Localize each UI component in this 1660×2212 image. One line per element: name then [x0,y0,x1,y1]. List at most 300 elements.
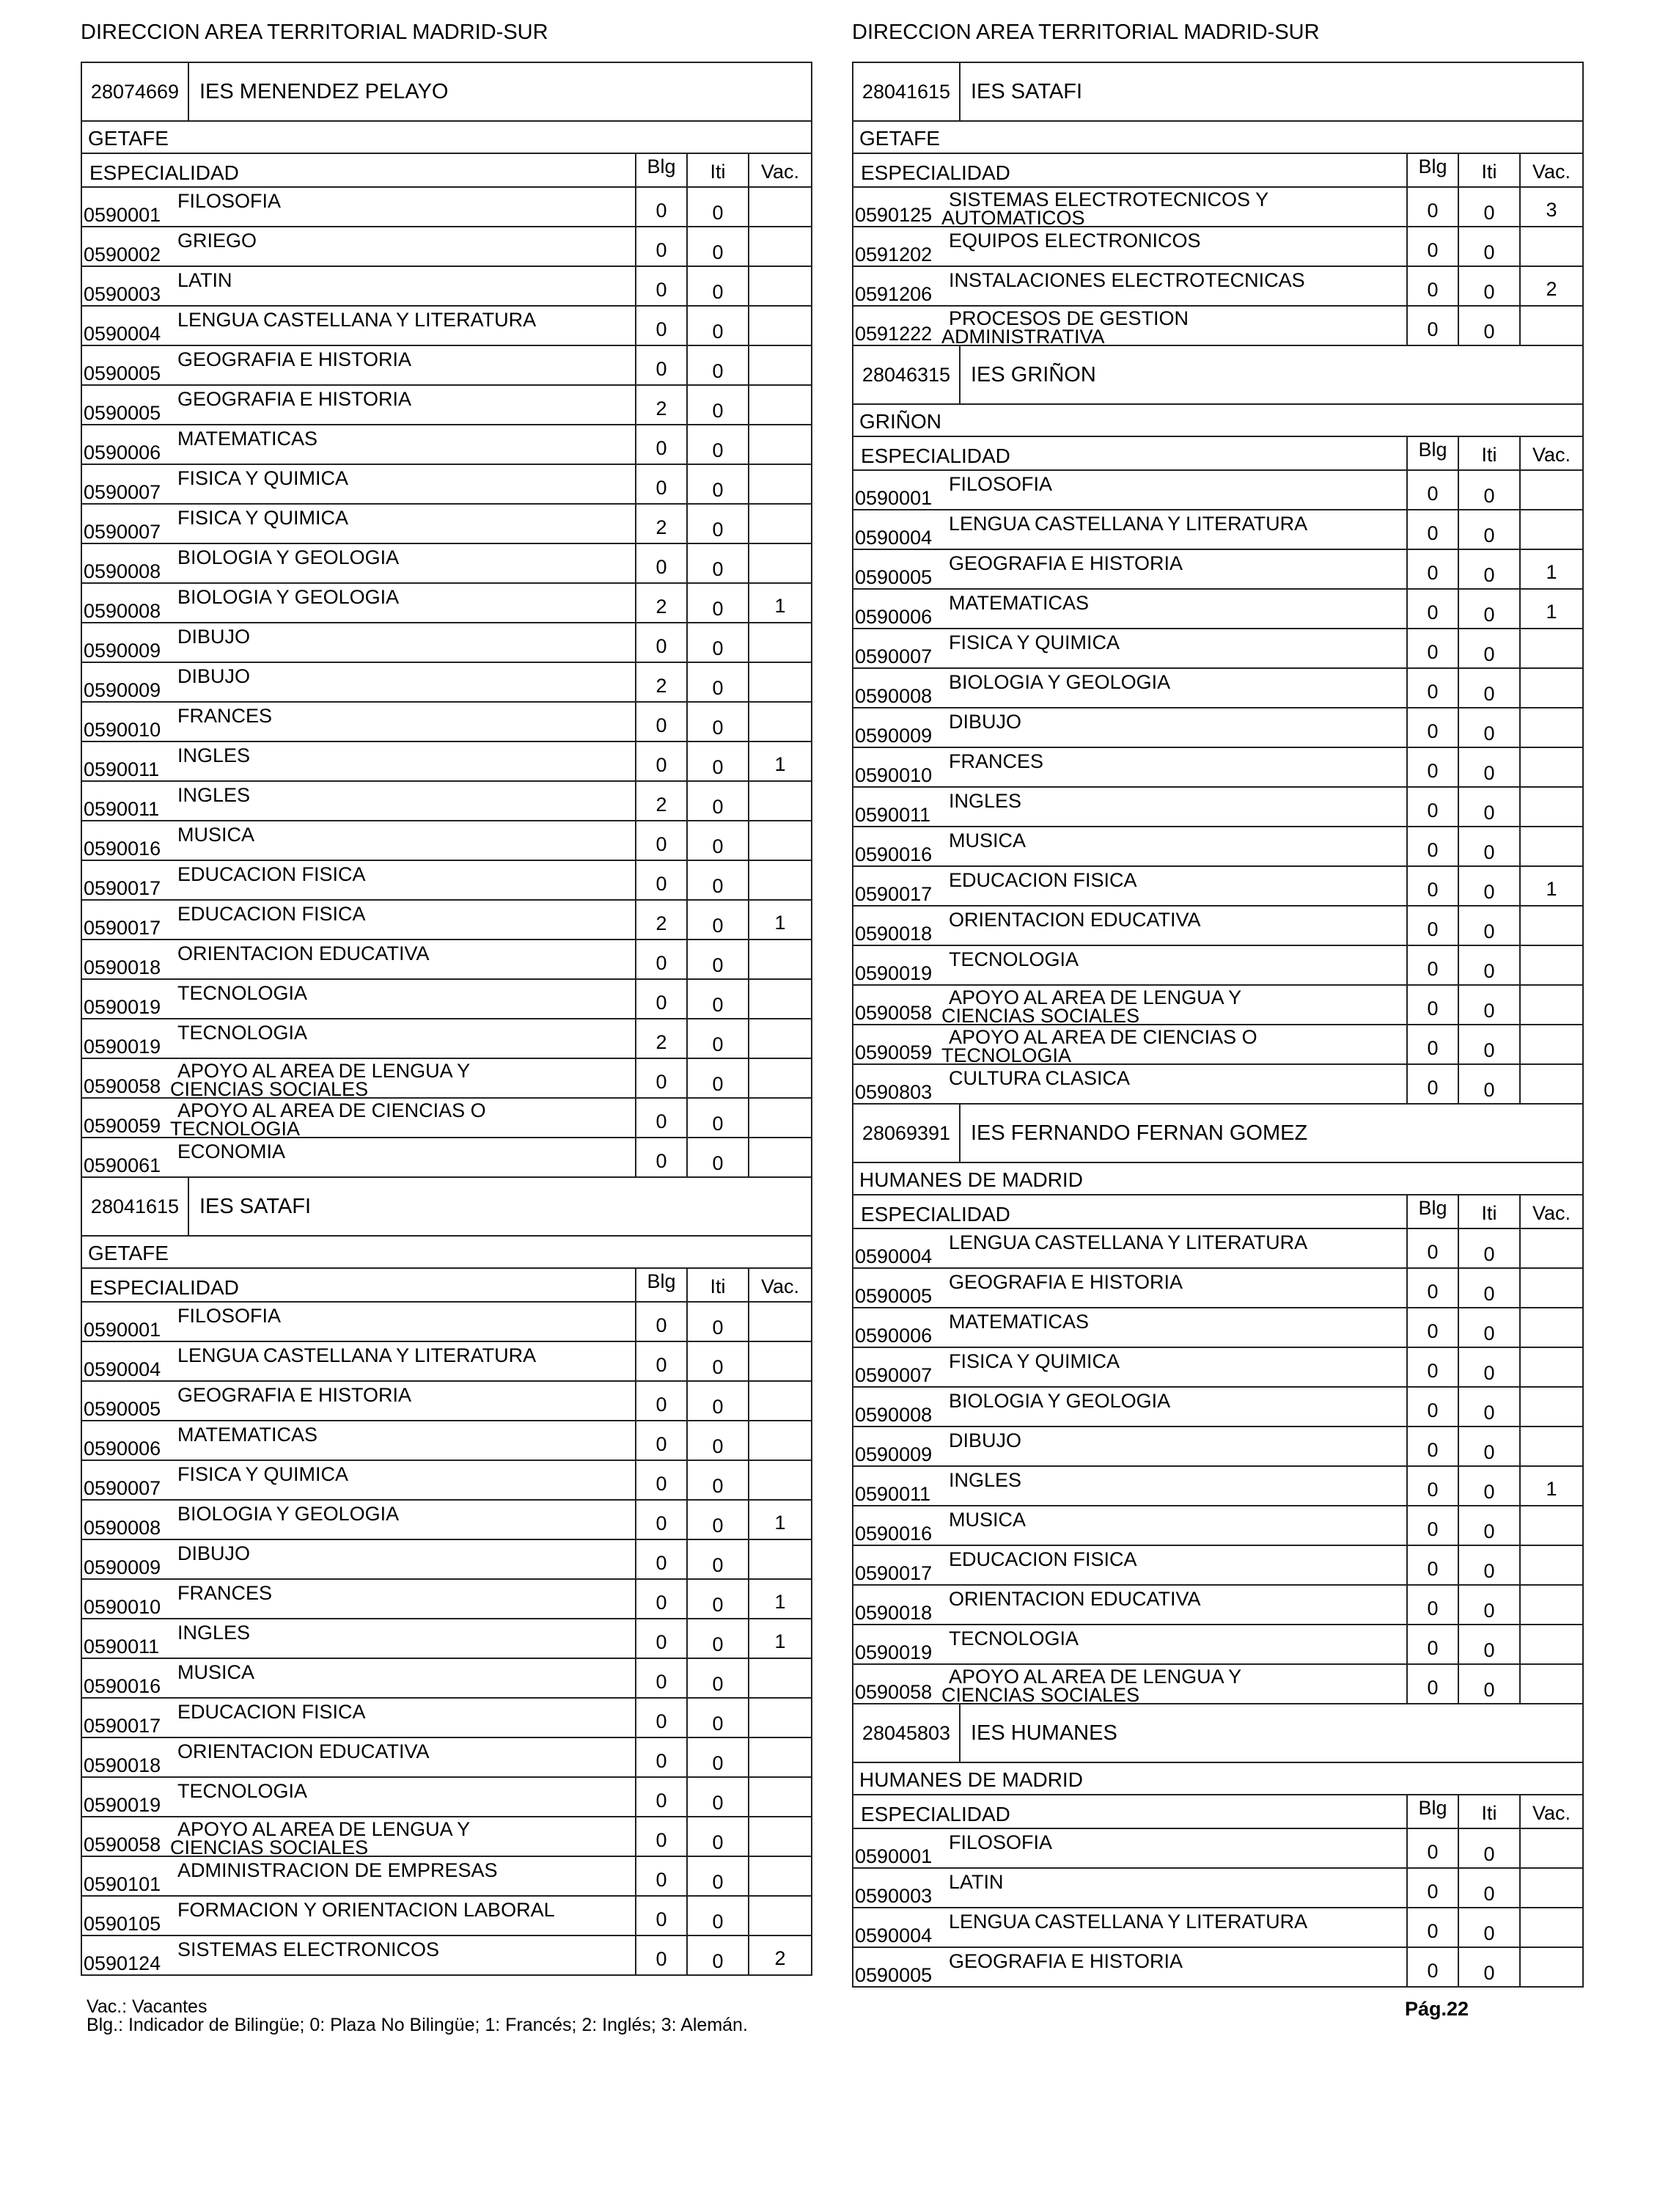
blg-value: 2 [636,386,688,424]
specialty-code: 0590009 [855,725,933,747]
specialty-name: GEOGRAFIA E HISTORIA [177,348,412,370]
specialty-cell [82,1059,636,1097]
table-row [853,1625,1582,1665]
school-name: IES MENENDEZ PELAYO [199,80,449,103]
specialty-name: DIBUJO [177,1542,251,1564]
blg-value: 0 [636,1303,688,1341]
direction-title-right: DIRECCION AREA TERRITORIAL MADRID-SUR [852,21,1320,44]
table-row [82,861,811,901]
blg-value: 0 [636,544,688,582]
blg-value: 2 [636,505,688,543]
specialty-cell [853,307,1408,345]
table-row [853,1427,1582,1467]
specialty-name: FISICA Y QUIMICA [177,1463,349,1485]
specialty-name: LENGUA CASTELLANA Y LITERATURA [177,309,537,331]
specialty-code: 0590007 [855,1364,933,1386]
specialty-cell [82,1382,636,1420]
school-town: GETAFE [82,1237,811,1269]
iti-value: 0 [1459,550,1521,588]
iti-value: 0 [688,1738,749,1776]
specialty-cell [82,623,636,662]
specialty-cell [853,669,1408,707]
specialty-code: 0590005 [84,402,161,424]
specialty-name: DIBUJO [949,1429,1022,1451]
iti-value: 0 [1459,986,1521,1024]
blg-value: 0 [636,1540,688,1578]
specialty-code: 0590059 [855,1041,933,1063]
blg-value: 0 [636,1897,688,1935]
specialty-cell [853,1546,1408,1584]
specialty-code: 0590010 [84,719,161,741]
specialty-cell [82,1659,636,1697]
specialty-name [941,1028,1257,1063]
col-header-especialidad: ESPECIALIDAD [82,154,636,186]
vac-value [1521,307,1582,345]
specialty-cell [853,1869,1408,1907]
iti-value: 0 [688,425,749,464]
specialty-name: FILOSOFIA [949,473,1053,495]
col-header-especialidad: ESPECIALIDAD [853,437,1408,469]
specialty-cell [82,346,636,384]
specialty-cell [82,1342,636,1380]
vac-value [749,1897,811,1935]
vac-value: 3 [1546,199,1557,221]
school-header [853,346,1582,405]
vac-value: 1 [774,1591,786,1613]
specialty-name: MATEMATICAS [177,1424,318,1446]
vac-value [749,1857,811,1895]
specialty-name: TECNOLOGIA [949,948,1079,970]
specialty-code: 0590016 [84,838,161,860]
specialty-name: TECNOLOGIA [949,1627,1079,1649]
specialty-name: SISTEMAS ELECTRONICOS [177,1938,440,1960]
right-table [852,62,1584,1988]
vac-value [749,227,811,265]
specialty-name: EDUCACION FISICA [177,863,366,885]
vac-value [1521,1506,1582,1545]
iti-value: 0 [688,623,749,662]
specialty-cell [82,1619,636,1658]
table-row [82,1540,811,1580]
iti-value: 0 [688,1540,749,1578]
vac-value [749,1659,811,1697]
specialty-code: 0590001 [855,1845,933,1867]
specialty-name-line: APOYO AL AREA DE CIENCIAS O [177,1099,486,1121]
specialty-cell [82,1936,636,1974]
vac-value: 1 [774,595,786,617]
blg-value: 2 [636,901,688,939]
specialty-code: 0590005 [84,1398,161,1420]
specialty-code: 0590009 [84,1556,161,1578]
specialty-cell [82,386,636,424]
specialty-name-line: SISTEMAS ELECTROTECNICOS Y [949,188,1269,210]
iti-value: 0 [1459,708,1521,747]
iti-value: 0 [1459,907,1521,945]
vac-value: 2 [774,1947,786,1969]
vac-value [749,346,811,384]
specialty-name: MUSICA [177,824,255,846]
school-name: IES SATAFI [971,80,1083,103]
specialty-code: 0590003 [855,1885,933,1907]
table-row [853,1388,1582,1427]
specialty-cell [853,1269,1408,1307]
table-row [82,623,811,663]
specialty-code: 0590016 [84,1675,161,1697]
table-row [82,544,811,584]
col-header-iti: Iti [1459,1195,1521,1228]
table-row [853,1869,1582,1908]
specialty-name: DIBUJO [177,665,251,687]
vac-value [749,1059,811,1097]
col-header-vac: Vac. [760,161,800,183]
vac-value [749,782,811,820]
specialty-code: 0590006 [855,1325,933,1347]
iti-value: 0 [1459,1829,1521,1867]
specialty-cell [853,1625,1408,1663]
specialty-cell [853,1427,1408,1465]
specialty-code: 0590061 [84,1154,161,1176]
table-row [82,1897,811,1936]
page-number: Pág.22 [1405,1998,1469,2020]
col-header-blg: Blg [1408,437,1459,469]
table-row [82,821,811,861]
vac-value [749,940,811,978]
vac-value [749,1099,811,1137]
specialty-name: GEOGRAFIA E HISTORIA [949,552,1183,574]
iti-value: 0 [688,663,749,701]
iti-value: 0 [688,227,749,265]
col-header-vac: Vac. [1532,444,1571,466]
specialty-code: 0590008 [855,685,933,707]
specialty-name: EDUCACION FISICA [949,1548,1137,1570]
specialty-name: TECNOLOGIA [177,1022,308,1044]
iti-value: 0 [1459,1388,1521,1426]
table-row [853,1586,1582,1625]
specialty-name: MUSICA [949,1509,1027,1531]
school-code: 28041615 [82,1178,189,1235]
specialty-name: LENGUA CASTELLANA Y LITERATURA [949,1911,1308,1933]
table-row [853,227,1582,267]
specialty-name: INGLES [177,784,251,806]
specialty-code: 0591202 [855,243,933,265]
specialty-cell [82,703,636,741]
left-table [81,62,812,1976]
vac-value [749,663,811,701]
specialty-code: 0590007 [84,521,161,543]
blg-value: 0 [636,1138,688,1176]
vac-value [749,821,811,860]
table-row [853,986,1582,1025]
blg-value: 0 [1408,590,1459,628]
iti-value: 0 [1459,510,1521,549]
vac-value [1521,1869,1582,1907]
specialty-code: 0590011 [855,1483,931,1505]
table-row [853,1908,1582,1948]
vac-value: 1 [774,912,786,934]
specialty-name [170,1099,486,1137]
vac-value: 1 [1546,1478,1557,1500]
iti-value: 0 [688,980,749,1018]
specialty-name: LENGUA CASTELLANA Y LITERATURA [177,1344,537,1366]
specialty-name: BIOLOGIA Y GEOLOGIA [177,586,400,608]
iti-value: 0 [688,1019,749,1058]
specialty-code: 0590004 [855,1924,933,1947]
blg-value: 0 [1408,708,1459,747]
specialty-name: MATEMATICAS [949,1311,1090,1333]
specialty-name-line: APOYO AL AREA DE LENGUA Y [949,1666,1242,1688]
table-row [82,188,811,227]
specialty-cell [82,1501,636,1539]
legend-vac: Vac.: Vacantes [87,1996,208,2017]
specialty-name: INGLES [949,790,1022,812]
table-row [82,584,811,623]
specialty-code: 0590017 [84,877,161,899]
blg-value: 0 [636,1619,688,1658]
blg-value: 0 [1408,946,1459,984]
iti-value: 0 [1459,1948,1521,1986]
vac-value [1521,471,1582,509]
table-row [82,703,811,742]
school-code: 28046315 [853,346,961,403]
vac-value [1521,708,1582,747]
specialty-code: 0590004 [84,323,161,345]
specialty-name: FRANCES [177,1582,273,1604]
vac-value [749,1540,811,1578]
vac-value [749,1019,811,1058]
iti-value: 0 [688,1461,749,1499]
specialty-code: 0590009 [855,1443,933,1465]
specialty-name: BIOLOGIA Y GEOLOGIA [949,1390,1171,1412]
vac-value [1521,1229,1582,1267]
iti-value: 0 [1459,1229,1521,1267]
vac-value [749,465,811,503]
table-row [82,307,811,346]
specialty-code: 0590007 [855,645,933,667]
specialty-code: 0590017 [84,917,161,939]
blg-value: 0 [636,703,688,741]
school-town: GRIÑON [853,405,1582,437]
specialty-cell [853,1308,1408,1347]
blg-value: 0 [1408,1427,1459,1465]
vac-value [1521,1427,1582,1465]
specialty-name: BIOLOGIA Y GEOLOGIA [177,546,400,568]
specialty-code: 0590005 [855,1964,933,1986]
specialty-cell [82,1897,636,1935]
column-header-row [853,1795,1582,1829]
school-town: GETAFE [82,122,811,154]
specialty-name: GEOGRAFIA E HISTORIA [177,388,412,410]
blg-value: 0 [636,1936,688,1974]
iti-value: 0 [688,1897,749,1935]
column-header-row [853,154,1582,188]
table-row [82,1778,811,1817]
specialty-name: GEOGRAFIA E HISTORIA [949,1950,1183,1972]
table-row [82,1342,811,1382]
column-header-row [853,437,1582,471]
specialty-cell [82,1778,636,1816]
iti-value: 0 [688,1099,749,1137]
blg-value: 0 [1408,307,1459,345]
blg-value: 0 [636,188,688,226]
blg-value: 0 [1408,1308,1459,1347]
col-header-blg: Blg [636,154,688,186]
specialty-cell [853,1829,1408,1867]
vac-value [1521,1546,1582,1584]
iti-value: 0 [1459,1546,1521,1584]
specialty-name: ECONOMIA [177,1140,286,1162]
blg-value: 0 [1408,1229,1459,1267]
iti-value: 0 [688,505,749,543]
specialty-code: 0590019 [855,1641,933,1663]
specialty-name: DIBUJO [949,711,1022,733]
table-row [853,748,1582,788]
table-row [82,346,811,386]
iti-value: 0 [1459,1625,1521,1663]
blg-value: 0 [636,1461,688,1499]
legend-blg: Blg.: Indicador de Bilingüe; 0: Plaza No Bilingüe; 1: Francés; 2: Inglés; 3: Alemán. [87,2015,748,2035]
table-row [853,708,1582,748]
specialty-name: FILOSOFIA [177,1305,282,1327]
specialty-name-line: TECNOLOGIA [941,1044,1072,1063]
specialty-cell [853,267,1408,305]
vac-value [1521,669,1582,707]
blg-value: 0 [1408,788,1459,826]
table-row [82,425,811,465]
iti-value: 0 [688,703,749,741]
specialty-name: FISICA Y QUIMICA [949,1350,1120,1372]
specialty-name: FRANCES [177,705,273,727]
table-row [82,227,811,267]
blg-value: 0 [1408,1665,1459,1703]
vac-value [749,188,811,226]
vac-value [1521,986,1582,1024]
specialty-name: GEOGRAFIA E HISTORIA [949,1271,1183,1293]
specialty-code: 0590004 [855,527,933,549]
specialty-code: 0590005 [84,362,161,384]
vac-value [1521,1269,1582,1307]
iti-value: 0 [1459,267,1521,305]
specialty-name-line: CIENCIAS SOCIALES [941,1684,1140,1703]
specialty-code: 0590017 [855,1562,933,1584]
blg-value: 0 [636,267,688,305]
iti-value: 0 [688,1699,749,1737]
specialty-cell [853,1229,1408,1267]
vac-value [749,1778,811,1816]
school-header [853,1704,1582,1763]
iti-value: 0 [1459,188,1521,226]
table-row [853,1467,1582,1506]
specialty-cell [82,425,636,464]
specialty-code: 0590005 [855,566,933,588]
iti-value: 0 [1459,946,1521,984]
direction-title-left: DIRECCION AREA TERRITORIAL MADRID-SUR [81,21,548,44]
vac-value: 1 [774,753,786,775]
iti-value: 0 [1459,307,1521,345]
specialty-name: ORIENTACION EDUCATIVA [177,1740,430,1762]
vac-value [749,307,811,345]
vac-value [749,1699,811,1737]
table-row [853,1948,1582,1986]
specialty-code: 0590011 [84,798,160,820]
table-row [82,901,811,940]
table-row [82,1019,811,1059]
iti-value: 0 [688,188,749,226]
blg-value: 0 [1408,471,1459,509]
specialty-name: LATIN [949,1871,1004,1893]
vac-value [1521,1586,1582,1624]
vac-value [749,544,811,582]
specialty-cell [82,1738,636,1776]
col-header-vac: Vac. [1532,161,1571,183]
school-name: IES FERNANDO FERNAN GOMEZ [971,1121,1308,1145]
blg-value: 0 [1408,1348,1459,1386]
school-code: 28045803 [853,1704,961,1762]
vac-value [1521,1348,1582,1386]
blg-value: 0 [1408,1269,1459,1307]
specialty-cell [82,1421,636,1460]
iti-value: 0 [688,1138,749,1176]
table-row [853,590,1582,629]
specialty-name: LENGUA CASTELLANA Y LITERATURA [949,513,1308,535]
vac-value [749,386,811,424]
blg-value: 0 [1408,1506,1459,1545]
specialty-cell [82,1580,636,1618]
vac-value [1521,946,1582,984]
specialty-cell [853,748,1408,786]
blg-value: 0 [636,1580,688,1618]
table-row [853,1506,1582,1546]
specialty-code: 0590010 [84,1596,161,1618]
specialty-name-line: APOYO AL AREA DE CIENCIAS O [949,1026,1257,1048]
specialty-name: FISICA Y QUIMICA [177,467,349,489]
blg-value: 2 [636,663,688,701]
specialty-name-line: CIENCIAS SOCIALES [170,1836,369,1856]
iti-value: 0 [1459,867,1521,905]
specialty-code: 0590058 [84,1834,161,1856]
iti-value: 0 [1459,590,1521,628]
iti-value: 0 [1459,1269,1521,1307]
table-row [82,1936,811,1974]
col-header-especialidad: ESPECIALIDAD [853,1795,1408,1828]
blg-value: 0 [636,821,688,860]
iti-value: 0 [688,1936,749,1974]
specialty-cell [82,980,636,1018]
school-town: HUMANES DE MADRID [853,1163,1582,1195]
iti-value: 0 [688,821,749,860]
table-row [82,1580,811,1619]
blg-value: 0 [636,1778,688,1816]
specialty-code: 0590018 [855,923,933,945]
blg-value: 0 [1408,867,1459,905]
specialty-code: 0591206 [855,283,933,305]
specialty-name: MATEMATICAS [949,592,1090,614]
vac-value [1521,1388,1582,1426]
specialty-code: 0590059 [84,1115,161,1137]
specialty-cell [82,1099,636,1137]
specialty-cell [853,907,1408,945]
school-town: GETAFE [853,122,1582,154]
specialty-code: 0590008 [855,1404,933,1426]
vac-value [749,267,811,305]
table-row [82,1382,811,1421]
vac-value [1521,788,1582,826]
specialty-name: FISICA Y QUIMICA [949,631,1120,653]
vac-value [749,1461,811,1499]
iti-value: 0 [688,544,749,582]
vac-value [749,425,811,464]
specialty-code: 0590005 [855,1285,933,1307]
table-row [82,782,811,821]
